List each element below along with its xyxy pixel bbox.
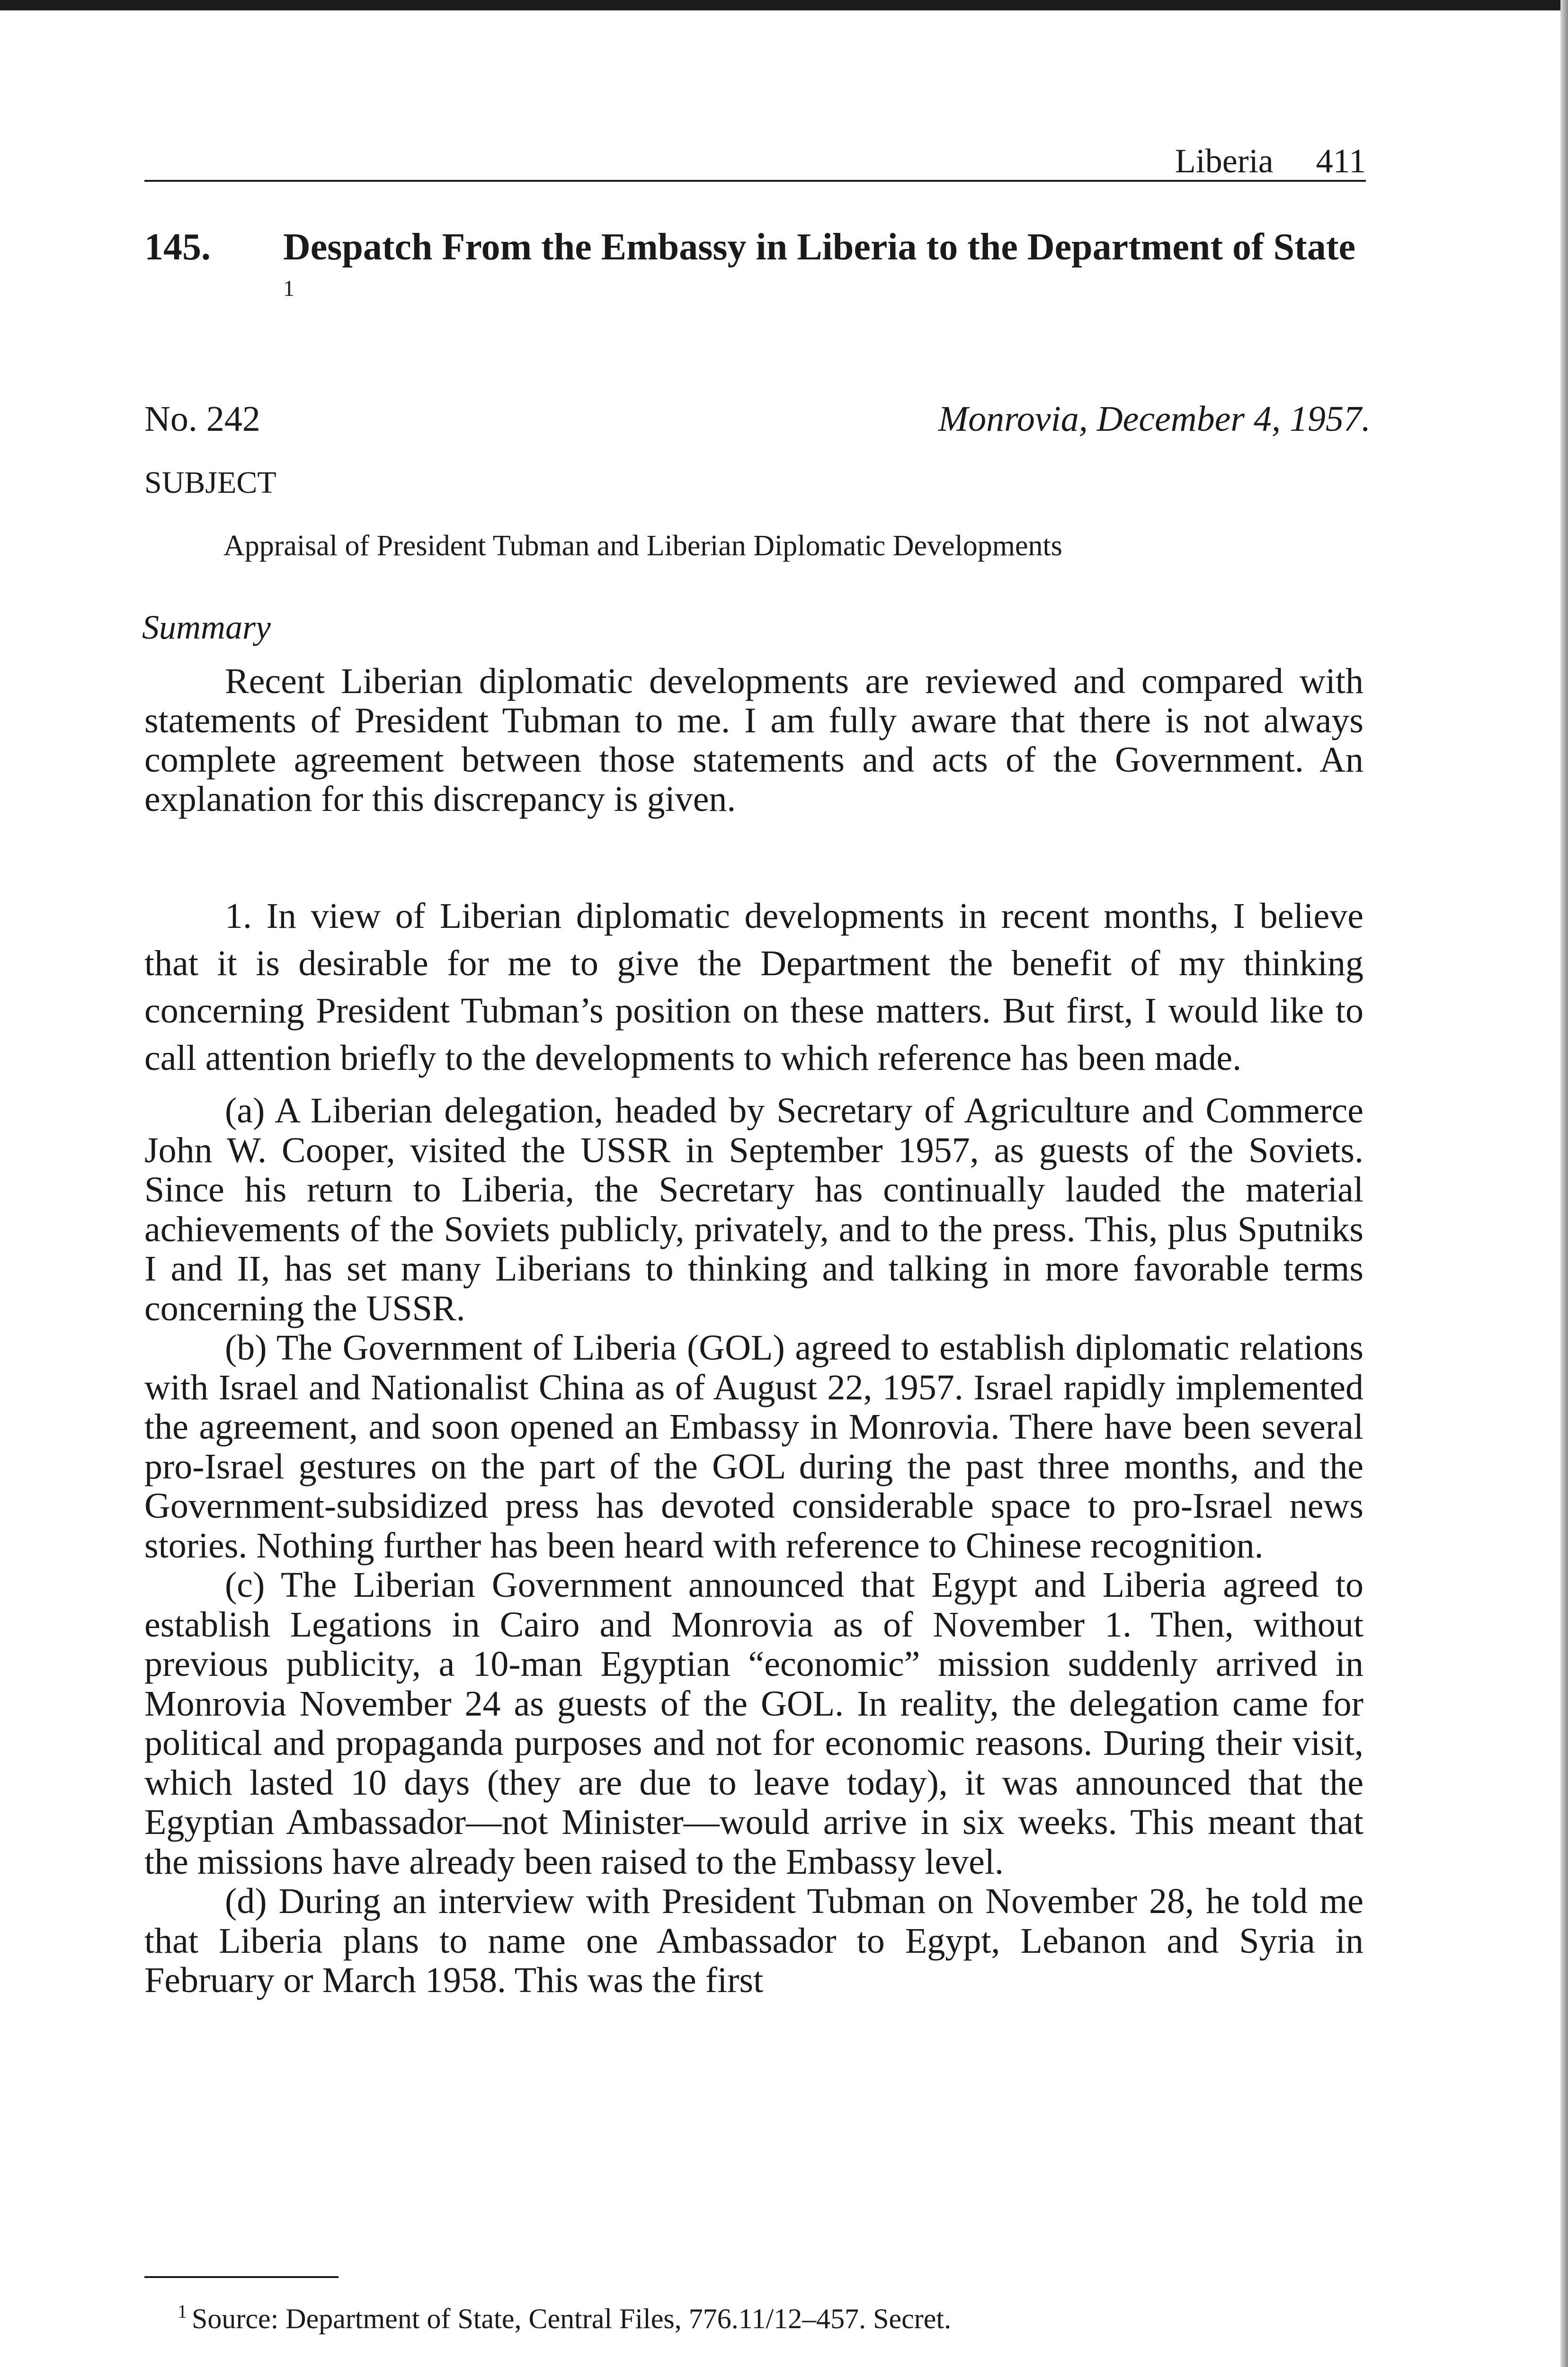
running-head-section: Liberia [1175,142,1274,180]
paragraph-b: (b) The Government of Liberia (GOL) agreed to establish diplomatic relations with Israel and Nationalist China as of August 22, 1957. Israel rapidly implemented the agreement, and soon opened an Embassy in Monrovia. There have been several pro-Israel gestures on the part of the GOL during the past three months, and the Government-subsidized press has devoted considerable space to pro-Israel news stories. Nothing further has been heard with reference to Chinese recognition. [144,1328,1363,1566]
subject-label: SUBJECT [144,465,276,500]
place-and-date: Monrovia, December 4, 1957. [938,399,1371,439]
paragraph-d: (d) During an interview with President Tubman on November 28, he told me that Liberia plans to name one Ambassador to Egypt, Lebanon and Syria in February or March 1958. This was the first [144,1881,1363,2000]
summary-label: Summary [142,608,271,646]
document-title-line [283,222,1371,322]
paragraph-a: (a) A Liberian delegation, headed by Secretary of Agriculture and Commerce John W. Cooper, visited the USSR in September 1957, as guests of the Soviets. Since his return to Liberia, the Secretary has continually lauded the material achievements of the Soviets publicly, privately, and to the press. This, plus Sputniks I and II, has set many Liberians to thinking and talking in more favorable terms concerning the USSR. [144,1091,1363,1328]
footnote-text: Source: Department of State, Central Files, 776.11/12–457. Secret. [192,2303,952,2334]
running-head [144,142,1366,182]
document-heading [144,222,1371,322]
summary-paragraph: Recent Liberian diplomatic developments are reviewed and compared with statements of President Tubman to me. I am fully aware that there is not always complete agreement between those statements and acts of the Government. An explanation for this discrepancy is given. [144,661,1363,819]
footnote [178,2299,951,2339]
subject-text: Appraisal of President Tubman and Liberian Diplomatic Developments [223,530,1062,562]
document-number: 145. [144,226,211,268]
running-head-right [1175,142,1366,180]
heading-footnote-ref: 1 [283,276,294,301]
scan-top-edge [0,0,1568,10]
body-text [144,892,1363,2001]
paragraph-c: (c) The Liberian Government announced that Egypt and Liberia agreed to establish Legations in Cairo and Monrovia as of November 1. Then, without previous publicity, a 10-man Egyptian “economic” mission suddenly arrived in Monrovia November 24 as guests of the GOL. In reality, the delegation came for political and propaganda purposes and not for economic reasons. During their visit, which lasted 10 days (they are due to leave today), it was announced that the Egyptian Ambassador—not Minister—would arrive in six weeks. This meant that the missions have already been raised to the Embassy level. [144,1565,1363,1882]
page-number: 411 [1316,142,1366,180]
dispatch-line [144,395,1371,443]
scan-right-edge [1560,0,1568,2367]
dispatch-number: No. 242 [144,399,260,439]
footnote-marker: 1 [178,2301,187,2322]
paragraph-1: 1. In view of Liberian diplomatic developments in recent months, I believe that it is desirable for me to give the Department the benefit of my thinking concerning President Tubman’s position on these matters. But first, I would like to call attention briefly to the developments to which reference has been made. [144,896,1363,1078]
footnote-divider [144,2276,339,2278]
document-title: Despatch From the Embassy in Liberia to the Department of State [283,226,1355,268]
